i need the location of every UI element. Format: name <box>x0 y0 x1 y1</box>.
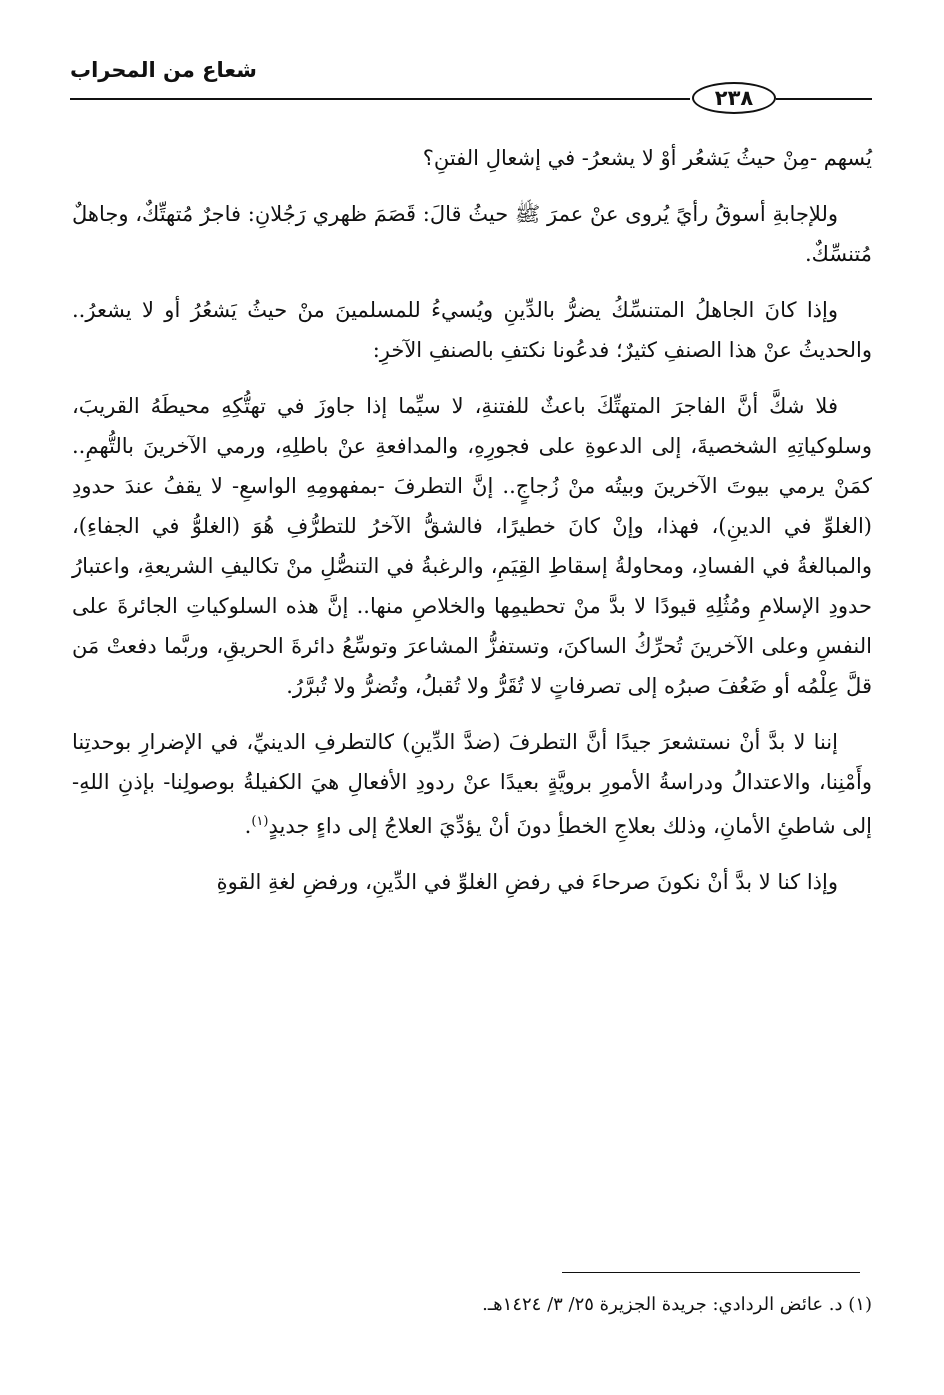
body-text <box>72 138 872 918</box>
header-rule <box>70 98 690 100</box>
paragraph-5 <box>72 722 872 846</box>
paragraph-6: وإذا كنا لا بدَّ أنْ نكونَ صرحاءَ في رفضِ الغلوِّ في الدِّينِ، ورفضِ لغةِ القوةِ <box>216 870 838 894</box>
paragraph-2: وللإجابةِ أسوقُ رأيً يُروى عنْ عمرَ ﷺ حيثُ قالَ: قَصَمَ ظهري رَجُلانِ: فاجرٌ مُتهتِّكٌ، وجاهلٌ مُتنسِّكٌ. <box>72 202 872 266</box>
book-title: شعاع من المحراب <box>70 58 257 82</box>
header-rule-right <box>776 98 872 100</box>
paragraph-5-end: . <box>244 814 252 838</box>
paragraph-5-text: إننا لا بدَّ أنْ نستشعرَ جيدًا أنَّ التطرفَ (ضدَّ الدِّينِ) كالتطرفِ الدينيِّ، في الإضرارِ بوحدتِنا وأَمْنِنا، والاعتدالُ ودراسةُ الأمورِ برويَّةٍ بعيدًا عنْ ردودِ الأفعالِ هيَ الكفيلةُ بوصولِنا- بإذنِ اللهِ- إلى شاطئِ الأمانِ، وذلك بعلاجِ الخطأِ دونَ أنْ يؤدِّيَ العلاجُ إلى داءٍ جديدٍ <box>72 730 872 838</box>
page-number: ٢٣٨ <box>692 82 776 114</box>
paragraph-3: وإذا كانَ الجاهلُ المتنسِّكُ يضرُّ بالدِّينِ ويُسيءُ للمسلمينَ منْ حيثُ يَشعُرُ أو لا يشعرُ.. والحديثُ عنْ هذا الصنفِ كثيرٌ؛ فدعُونا نكتفِ بالصنفِ الآخرِ: <box>72 298 872 362</box>
footnote-rule <box>562 1272 860 1273</box>
paragraph-1: يُسهم -مِنْ حيثُ يَشعُر أوْ لا يشعرُ- في إشعالِ الفتنِ؟ <box>422 146 872 170</box>
paragraph-4: فلا شكَّ أنَّ الفاجرَ المتهتِّكَ باعثٌ للفتنةِ، لا سيِّما إذا جاوزَ في تهتُّكِهِ محيطَهُ القريبَ، وسلوكياتِهِ الشخصيةَ، إلى الدعوةِ على فجورِهِ، والمدافعةِ عنْ باطلِهِ، ورمي الآخرينَ بالتُّهمِ.. كمَنْ يرمي بيوتَ الآخرينَ وبيتُه منْ زُجاجٍ.. إنَّ التطرفَ -بمفهومِهِ الواسعِ- لا يقفُ عندَ حدودِ (الغلوِّ في الدينِ)، فهذا، وإنْ كانَ خطيرًا، فالشقُّ الآخرُ للتطرُّفِ هُوَ (الغلوُّ في الجفاءِ)، والمبالغةُ في الفسادِ، ومحاولةُ إسقاطِ القِيَمِ، والرغبةُ في التنصُّلِ منْ تكاليفِ الشريعةِ، واعتبارُ حدودِ الإسلامِ ومُثُلِهِ قيودًا لا بدَّ منْ تحطيمِها والخلاصِ منها.. إنَّ هذه السلوكياتِ الجائرةَ على النفسِ وعلى الآخرينَ تُحرِّكُ الساكنَ، وتستفزُّ المشاعرَ وتوسِّعُ دائرةَ الحريقِ، وربَّما دفعتْ مَن قلَّ عِلْمُه أو ضَعُفَ صبرُه إلى تصرفاتٍ لا تُقَرُّ ولا تُقبلُ، وتُضرُّ ولا تُبرَّرُ. <box>72 394 872 698</box>
footnote-reference: (١) <box>251 814 269 829</box>
footnote: (١) د. عائض الردادي: جريدة الجزيرة ٢٥/ ٣/ ١٤٢٤هـ. <box>482 1294 872 1315</box>
